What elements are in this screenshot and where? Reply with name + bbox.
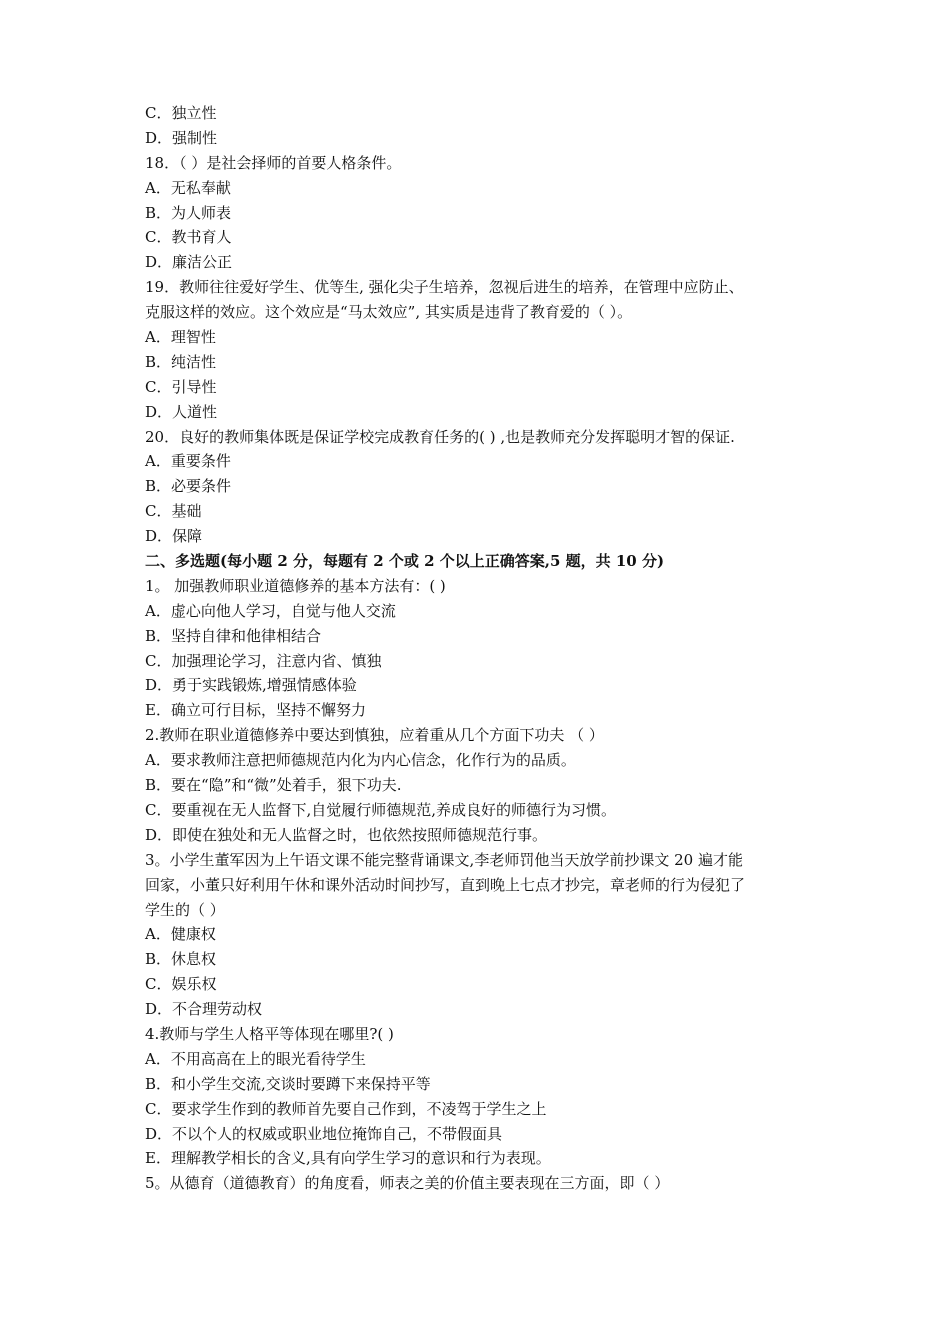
text-line: D．保障 <box>145 527 203 546</box>
text-line: A．虚心向他人学习，自觉与他人交流 <box>145 601 396 620</box>
text-line: C．基础 <box>145 502 202 521</box>
text-line: 克服这样的效应。这个效应是“马太效应”, 其实质是违背了教育爱的（ ）。 <box>145 303 633 322</box>
text-line: A．不用高高在上的眼光看待学生 <box>145 1049 366 1068</box>
text-line: 学生的（ ） <box>145 900 225 919</box>
text-line: C．独立性 <box>145 104 217 122</box>
text-line: D．不以个人的权威或职业地位掩饰自己，不带假面具 <box>145 1124 503 1143</box>
section-heading: 二、多选题(每小题 2 分，每题有 2 个或 2 个以上正确答案,5 题，共 10 分) <box>145 552 665 571</box>
text-line: 18．（ ）是社会择师的首要人格条件。 <box>145 153 402 172</box>
text-line: E．理解教学相长的含义,具有向学生学习的意识和行为表现。 <box>145 1149 551 1168</box>
text-line: B．必要条件 <box>145 477 232 496</box>
text-line: D．人道性 <box>145 402 218 421</box>
text-line: C．加强理论学习，注意内省、慎独 <box>145 651 382 670</box>
text-line: B．为人师表 <box>145 203 232 222</box>
text-line: 3。小学生董军因为上午语文课不能完整背诵课文,李老师罚他当天放学前抄课文 20 遍才能 <box>145 850 743 869</box>
text-line: A．无私奉献 <box>145 178 231 197</box>
text-line: D．勇于实践锻炼,增强情感体验 <box>145 676 357 695</box>
text-line: B．纯洁性 <box>145 352 217 371</box>
text-line: B．休息权 <box>145 950 217 969</box>
text-line: 19．教师往往爱好学生、优等生, 强化尖子生培养，忽视后进生的培养，在管理中应防止、 <box>145 278 744 297</box>
text-line: B．和小学生交流,交谈时要蹲下来保持平等 <box>145 1074 431 1093</box>
text-line: D．不合理劳动权 <box>145 1000 263 1019</box>
text-line: A．理智性 <box>145 328 216 347</box>
text-line: C．教书育人 <box>145 228 232 247</box>
text-line: A．要求教师注意把师德规范内化为内心信念，化作行为的品质。 <box>145 751 576 770</box>
text-line: A．健康权 <box>145 925 216 944</box>
text-line: 回家，小董只好利用午休和课外活动时间抄写，直到晚上七点才抄完，章老师的行为侵犯了 <box>145 875 746 894</box>
text-line: D．廉洁公正 <box>145 253 233 272</box>
text-line: D．强制性 <box>145 128 218 147</box>
text-line: 5。从德育（道德教育）的角度看，师表之美的价值主要表现在三方面，即（ ） <box>145 1174 670 1193</box>
text-line: B．要在“隐”和“微”处着手，狠下功夫. <box>145 776 402 795</box>
text-line: C．娱乐权 <box>145 975 217 994</box>
text-line: D．即使在独处和无人监督之时，也依然按照师德规范行事。 <box>145 825 548 844</box>
text-line: C．要重视在无人监督下,自觉履行师德规范,养成良好的师德行为习惯。 <box>145 800 617 819</box>
document-body <box>145 101 825 1196</box>
text-line: C．引导性 <box>145 377 217 396</box>
text-line: B．坚持自律和他律相结合 <box>145 626 322 645</box>
text-line: 20．良好的教师集体既是保证学校完成教育任务的( ) ,也是教师充分发挥聪明才智的保证. <box>145 427 735 446</box>
text-line: C．要求学生作到的教师首先要自己作到，不凌驾于学生之上 <box>145 1099 547 1118</box>
text-line: E．确立可行目标，坚持不懈努力 <box>145 701 366 720</box>
text-line: 2.教师在职业道德修养中要达到慎独，应着重从几个方面下功夫 （ ） <box>145 726 604 745</box>
text-line: 1。 加强教师职业道德修养的基本方法有：( ) <box>145 576 446 595</box>
text-line: A．重要条件 <box>145 452 231 471</box>
text-line: 4.教师与学生人格平等体现在哪里?( ) <box>145 1024 394 1043</box>
